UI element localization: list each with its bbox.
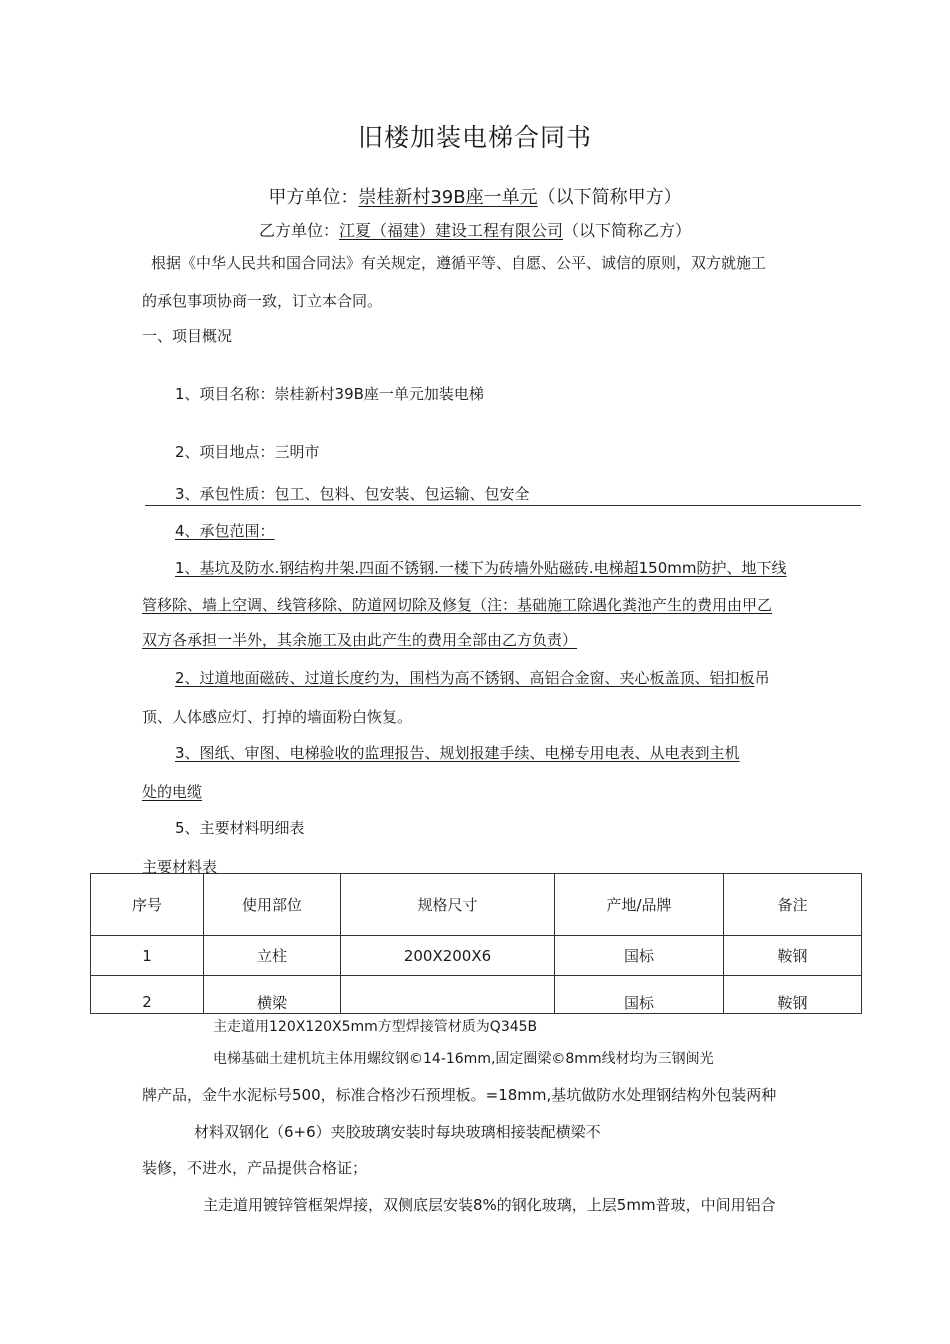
cell-remark: 鞍钢 (724, 976, 862, 1014)
note-5: 装修，不进水，产品提供合格证； (142, 1159, 368, 1177)
cell-remark: 鞍钢 (724, 936, 862, 976)
note-1: 主走道用120X120X5mm方型焊接管材质为Q345B (213, 1019, 538, 1035)
project-location: 2、项目地点：三明市 (175, 443, 320, 461)
party-a-name: 崇桂新村39B座一单元 (358, 187, 538, 208)
scope-2-line-1-text: 2、过道地面磁砖、过道长度约为，围档为高不锈钢、高铝合金窗、夹心板盖顶、铝扣板 (175, 669, 755, 687)
cell-brand: 国标 (555, 976, 724, 1014)
party-a-suffix: （以下简称甲方） (537, 187, 682, 208)
header-remark: 备注 (724, 874, 862, 936)
cell-location: 横梁 (204, 976, 341, 1014)
scope-heading: 4、承包范围： (175, 522, 275, 540)
cell-location: 立柱 (204, 936, 341, 976)
divider-line (145, 505, 861, 506)
party-a-label: 甲方单位： (268, 187, 359, 208)
contract-title: 旧楼加装电梯合同书 (357, 123, 592, 152)
scope-1-line-1: 1、基坑及防水.钢结构井架.四面不锈钢.一楼下为砖墙外贴磁砖.电梯超150mm防护、地下线 (175, 559, 787, 577)
party-b-name: 江夏（福建）建设工程有限公司 (338, 221, 563, 240)
cell-spec (341, 976, 555, 1014)
scope-2-line-2: 顶、人体感应灯、打掉的墙面粉白恢复。 (142, 708, 413, 726)
scope-2-line-1-tail: 吊 (754, 669, 770, 687)
scope-1-line-3: 双方各承担一半外，其余施工及由此产生的费用全部由乙方负责） (142, 631, 578, 649)
project-name: 1、项目名称：崇桂新村39B座一单元加装电梯 (175, 385, 484, 403)
table-header-row (91, 874, 862, 936)
note-4: 材料双钢化（6+6）夹胶玻璃安装时每块玻璃相接装配横梁不 (194, 1123, 601, 1141)
materials-table (90, 873, 862, 1014)
note-2: 电梯基础土建机坑主体用螺纹钢©14-16mm,固定圈梁©8mm线材均为三钢闽光 (213, 1051, 714, 1067)
scope-3-line-1: 3、图纸、审图、电梯验收的监理报告、规划报建手续、电梯专用电表、从电表到主机 (175, 744, 740, 762)
cell-brand: 国标 (555, 936, 724, 976)
table-row (91, 976, 862, 1014)
note-3: 牌产品，金牛水泥标号500，标准合格沙石预埋板。=18mm,基坑做防水处理钢结构外包装两种 (142, 1086, 777, 1104)
header-location: 使用部位 (204, 874, 341, 936)
party-b-suffix: （以下简称乙方） (563, 221, 692, 240)
intro-line-1: 根据《中华人民共和国合同法》有关规定，遵循平等、自愿、公平、诚信的原则，双方就施工 (151, 254, 767, 272)
cell-index: 1 (91, 936, 204, 976)
table-caption: 主要材料表 (142, 858, 218, 876)
materials-heading: 5、主要材料明细表 (175, 819, 305, 837)
table-row (91, 936, 862, 976)
scope-2-line-1 (175, 667, 770, 688)
cell-index: 2 (91, 976, 204, 1014)
scope-3-line-2: 处的电缆 (142, 783, 203, 801)
header-spec: 规格尺寸 (341, 874, 555, 936)
header-index: 序号 (91, 874, 204, 936)
header-brand: 产地/品牌 (555, 874, 724, 936)
section-heading: 一、项目概况 (142, 327, 233, 345)
intro-line-2: 的承包事项协商一致，订立本合同。 (142, 292, 383, 310)
party-b-label: 乙方单位： (258, 221, 339, 240)
cell-spec: 200X200X6 (341, 936, 555, 976)
party-b-line (0, 218, 950, 241)
scope-1-line-2: 管移除、墙上空调、线管移除、防道网切除及修复（注：基础施工除遇化粪池产生的费用由甲乙 (142, 596, 773, 614)
note-6: 主走道用镀锌管框架焊接，双侧底层安装8%的钢化玻璃，上层5mm普玻，中间用铝合 (203, 1196, 776, 1214)
party-a-line (0, 183, 950, 209)
contract-nature: 3、承包性质：包工、包料、包安装、包运输、包安全 (175, 485, 530, 503)
